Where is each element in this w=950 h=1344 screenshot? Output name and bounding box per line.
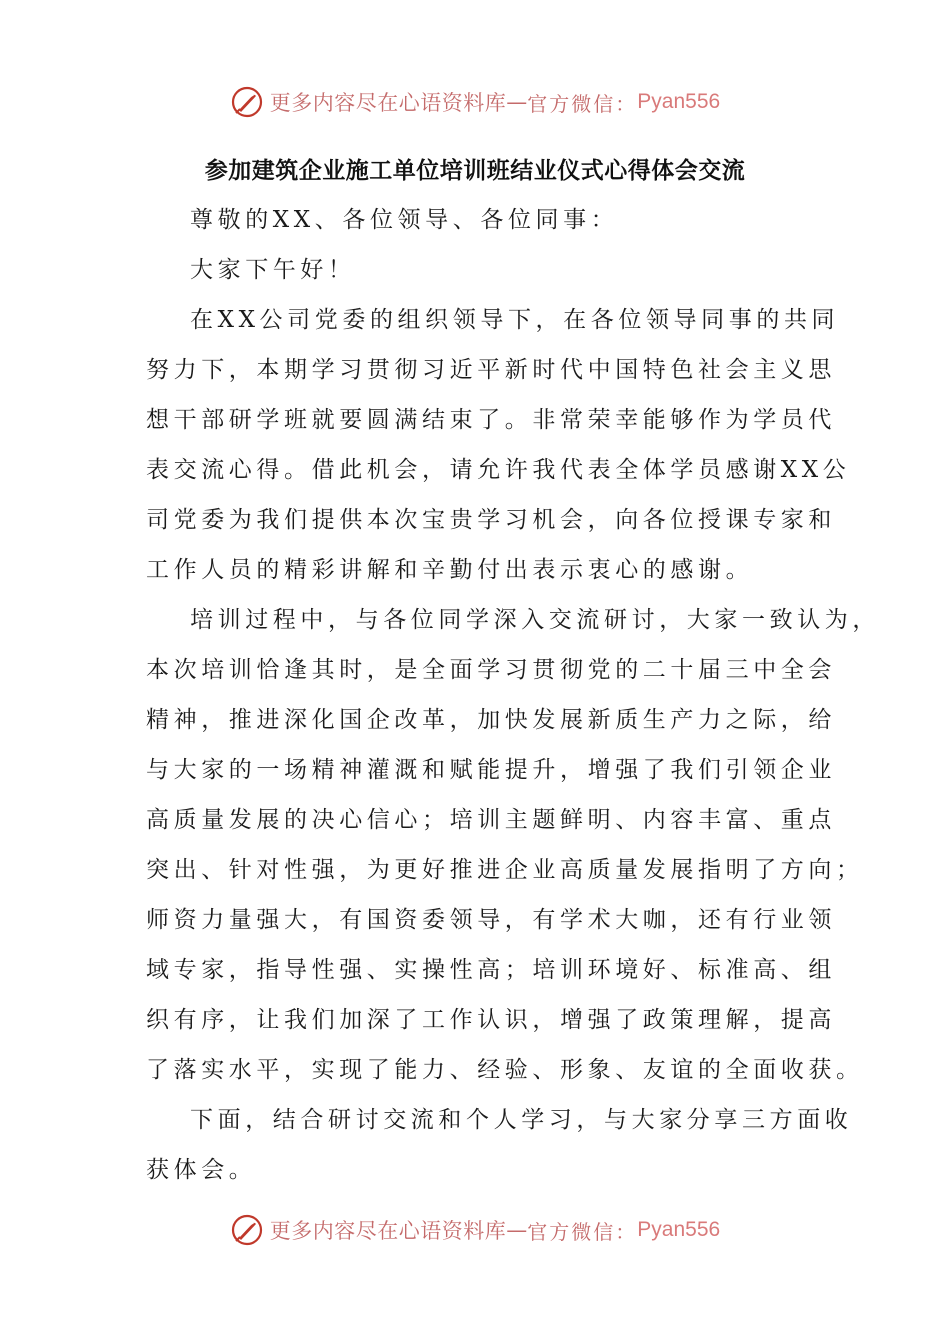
banner-official-label: 官方微信： (527, 1219, 638, 1244)
paragraph-line: 师资力量强大，有国资委领导，有学术大咖，还有行业领 (146, 907, 836, 933)
paragraph-line: 在XX公司党委的组织领导下，在各位领导同事的共同 (190, 307, 840, 333)
salutation: 尊敬的XX、各位领导、各位同事： (190, 207, 619, 233)
banner-official-label: 官方微信： (527, 91, 638, 116)
paragraph-line: 高质量发展的决心信心；培训主题鲜明、内容丰富、重点 (146, 807, 836, 833)
document-title: 参加建筑企业施工单位培训班结业仪式心得体会交流 (204, 158, 746, 184)
quill-logo-icon (230, 1213, 264, 1247)
paragraph-line: 精神，推进深化国企改革，加快发展新质生产力之际，给 (146, 707, 836, 733)
paragraph-line: 域专家，指导性强、实操性高；培训环境好、标准高、组 (146, 957, 836, 983)
paragraph-line: 想干部研学班就要圆满结束了。非常荣幸能够作为学员代 (146, 407, 836, 433)
paragraph-line: 表交流心得。借此机会，请允许我代表全体学员感谢XX公 (146, 457, 851, 483)
paragraph-line: 工作人员的精彩讲解和辛勤付出表示衷心的感谢。 (146, 557, 754, 583)
banner-tagline: 更多内容尽在心语资料库 (269, 91, 507, 115)
banner-tagline: 更多内容尽在心语资料库 (269, 1219, 507, 1243)
paragraph-line: 努力下，本期学习贯彻习近平新时代中国特色社会主义思 (146, 357, 836, 383)
quill-logo-icon (230, 85, 264, 119)
banner-separator: — (506, 1218, 528, 1242)
header-banner (0, 82, 950, 122)
banner-wechat-id: Pyan556 (637, 90, 721, 113)
banner-separator: — (506, 90, 528, 114)
paragraph-line: 与大家的一场精神灌溉和赋能提升，增强了我们引领企业 (146, 757, 836, 783)
paragraph-line: 突出、针对性强，为更好推进企业高质量发展指明了方向； (146, 857, 864, 883)
banner-wechat-id: Pyan556 (637, 1218, 721, 1241)
greeting: 大家下午好！ (190, 257, 356, 283)
paragraph-line: 本次培训恰逢其时，是全面学习贯彻党的二十届三中全会 (146, 657, 836, 683)
paragraph-line: 织有序，让我们加深了工作认识，增强了政策理解，提高 (146, 1007, 836, 1033)
paragraph-line: 司党委为我们提供本次宝贵学习机会，向各位授课专家和 (146, 507, 836, 533)
paragraph-line: 下面，结合研讨交流和个人学习，与大家分享三方面收 (190, 1107, 853, 1133)
paragraph-line: 培训过程中，与各位同学深入交流研讨，大家一致认为， (190, 607, 880, 633)
footer-banner (0, 1210, 950, 1250)
paragraph-line: 获体会。 (146, 1157, 257, 1183)
paragraph-line: 了落实水平，实现了能力、经验、形象、友谊的全面收获。 (146, 1057, 864, 1083)
